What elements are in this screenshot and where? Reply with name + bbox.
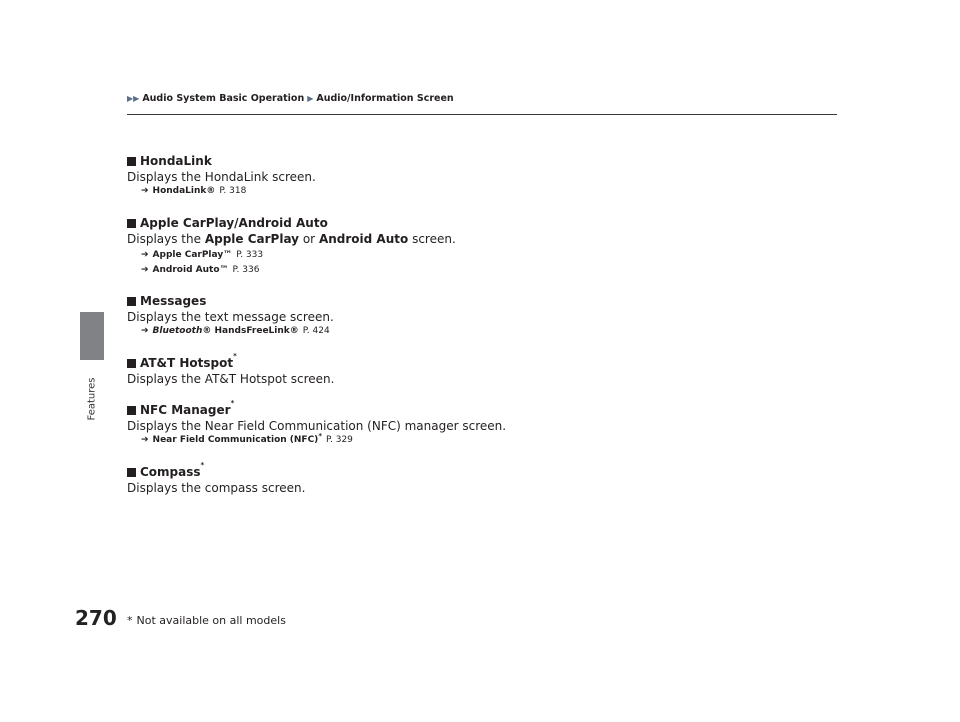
- triangle-right-icon: ▶▶: [127, 94, 140, 103]
- breadcrumb-item-audio-system[interactable]: Audio System Basic Operation: [142, 93, 305, 104]
- section-description: Displays the compass screen.: [127, 481, 306, 495]
- reference-link[interactable]: ➔ Apple CarPlay™ P. 333: [141, 250, 264, 260]
- header-rule: [127, 114, 837, 115]
- reference-link[interactable]: ➔ HondaLink® P. 318: [141, 186, 247, 196]
- side-tab-label: Features: [86, 377, 98, 421]
- section-heading: NFC Manager *: [127, 403, 506, 418]
- square-bullet-icon: [127, 157, 136, 166]
- section-description: Displays the Near Field Communication (NFC) manager screen.: [127, 419, 507, 433]
- reference-link[interactable]: ➔ Bluetooth® HandsFreeLink® P. 424: [141, 326, 330, 336]
- section-description: Displays the HondaLink screen.: [127, 170, 316, 184]
- square-bullet-icon: [127, 406, 136, 415]
- page-number: 270: [75, 606, 117, 630]
- section-compass: [127, 461, 306, 496]
- section-heading: Messages: [127, 294, 334, 309]
- section-messages: [127, 294, 334, 338]
- reference-link[interactable]: ➔ Near Field Communication (NFC)* P. 329: [141, 432, 353, 445]
- square-bullet-icon: [127, 219, 136, 228]
- breadcrumb-item-audio-info-screen[interactable]: Audio/Information Screen: [316, 93, 454, 104]
- section-description: Displays the AT&T Hotspot screen.: [127, 372, 335, 386]
- reference-arrow-icon: ➔: [141, 435, 149, 445]
- section-nfc-manager: [127, 399, 507, 447]
- triangle-right-icon: ▶: [307, 94, 314, 103]
- section-carplay-android: [127, 216, 456, 277]
- section-description: Displays the text message screen.: [127, 310, 334, 324]
- section-heading: AT&T Hotspot *: [127, 356, 334, 371]
- section-heading: Compass *: [127, 465, 305, 480]
- section-description: Displays the Apple CarPlay or Android Auto screen.: [127, 232, 456, 246]
- breadcrumb: [127, 93, 454, 104]
- section-att-hotspot: [127, 352, 335, 387]
- section-heading: Apple CarPlay/Android Auto: [127, 216, 456, 231]
- reference-arrow-icon: ➔: [141, 265, 149, 275]
- side-tab-marker: [80, 312, 104, 360]
- reference-link[interactable]: ➔ Android Auto™ P. 336: [141, 265, 260, 275]
- square-bullet-icon: [127, 468, 136, 477]
- square-bullet-icon: [127, 359, 136, 368]
- reference-arrow-icon: ➔: [141, 250, 149, 260]
- reference-arrow-icon: ➔: [141, 186, 149, 196]
- section-hondalink: [127, 154, 316, 198]
- reference-arrow-icon: ➔: [141, 326, 149, 336]
- square-bullet-icon: [127, 297, 136, 306]
- footnote: * Not available on all models: [127, 614, 286, 627]
- section-heading: HondaLink: [127, 154, 316, 169]
